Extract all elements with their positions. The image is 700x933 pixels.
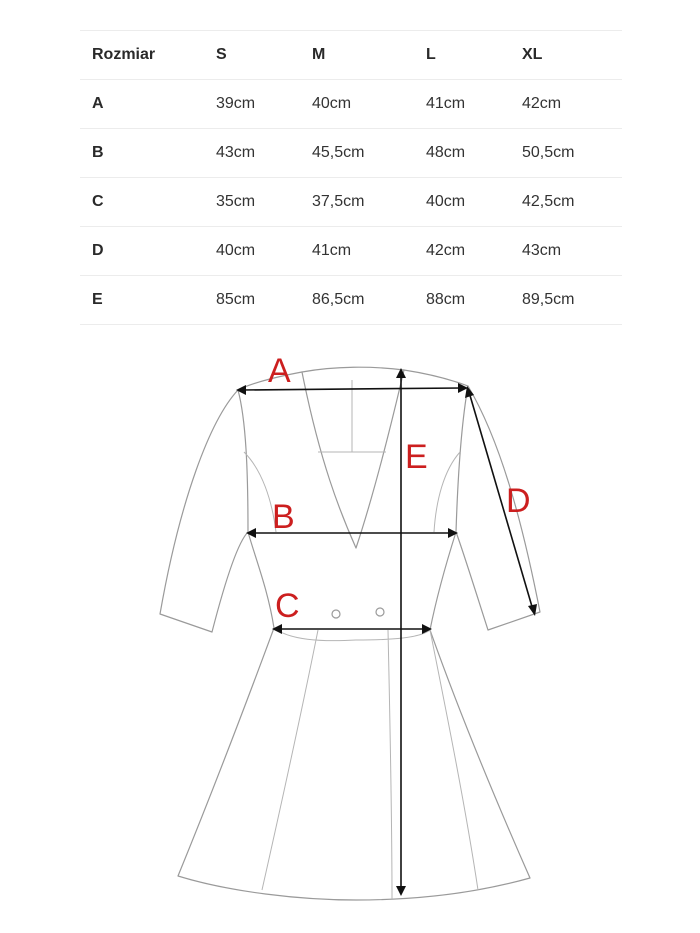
table-cell: 35cm (204, 178, 300, 227)
header-cell-l: L (414, 31, 510, 80)
table-row (80, 276, 622, 325)
table-cell: 43cm (510, 227, 622, 276)
table-cell: 37,5cm (300, 178, 414, 227)
table-row (80, 129, 622, 178)
label-c: C (275, 587, 300, 625)
table-cell: 89,5cm (510, 276, 622, 325)
table-cell: 85cm (204, 276, 300, 325)
table-cell: 50,5cm (510, 129, 622, 178)
table-cell: 86,5cm (300, 276, 414, 325)
row-key-e: E (80, 276, 204, 325)
dress-armhole-left (238, 390, 248, 532)
table-cell: 88cm (414, 276, 510, 325)
dress-button-right (376, 608, 384, 616)
row-key-c: C (80, 178, 204, 227)
dress-neckline (302, 367, 404, 548)
dress-skirt-seams (262, 628, 478, 900)
dress-button-left (332, 610, 340, 618)
table-cell: 41cm (414, 80, 510, 129)
table-row (80, 227, 622, 276)
table-cell: 48cm (414, 129, 510, 178)
arrow-e-bottom (396, 886, 406, 896)
dress-armhole-right (456, 386, 468, 532)
table-cell: 42,5cm (510, 178, 622, 227)
header-cell-m: M (300, 31, 414, 80)
row-key-b: B (80, 129, 204, 178)
table-cell: 39cm (204, 80, 300, 129)
header-cell-rozmiar: Rozmiar (80, 31, 204, 80)
table-cell: 40cm (204, 227, 300, 276)
table-cell: 42cm (414, 227, 510, 276)
label-a: A (268, 352, 291, 390)
label-e: E (405, 438, 428, 476)
header-cell-s: S (204, 31, 300, 80)
dress-diagram (140, 340, 560, 910)
table-cell: 40cm (414, 178, 510, 227)
arrow-a-left (236, 385, 246, 395)
label-b: B (272, 498, 295, 536)
size-table (80, 30, 622, 325)
table-cell: 43cm (204, 129, 300, 178)
row-key-a: A (80, 80, 204, 129)
label-d: D (506, 482, 531, 520)
header-cell-xl: XL (510, 31, 622, 80)
table-cell: 41cm (300, 227, 414, 276)
table-cell: 45,5cm (300, 129, 414, 178)
table-header-row (80, 31, 622, 80)
dress-skirt (178, 628, 530, 900)
table-row (80, 178, 622, 227)
table-cell: 42cm (510, 80, 622, 129)
table-row (80, 80, 622, 129)
dress-outline (160, 367, 540, 900)
table-cell: 40cm (300, 80, 414, 129)
row-key-d: D (80, 227, 204, 276)
